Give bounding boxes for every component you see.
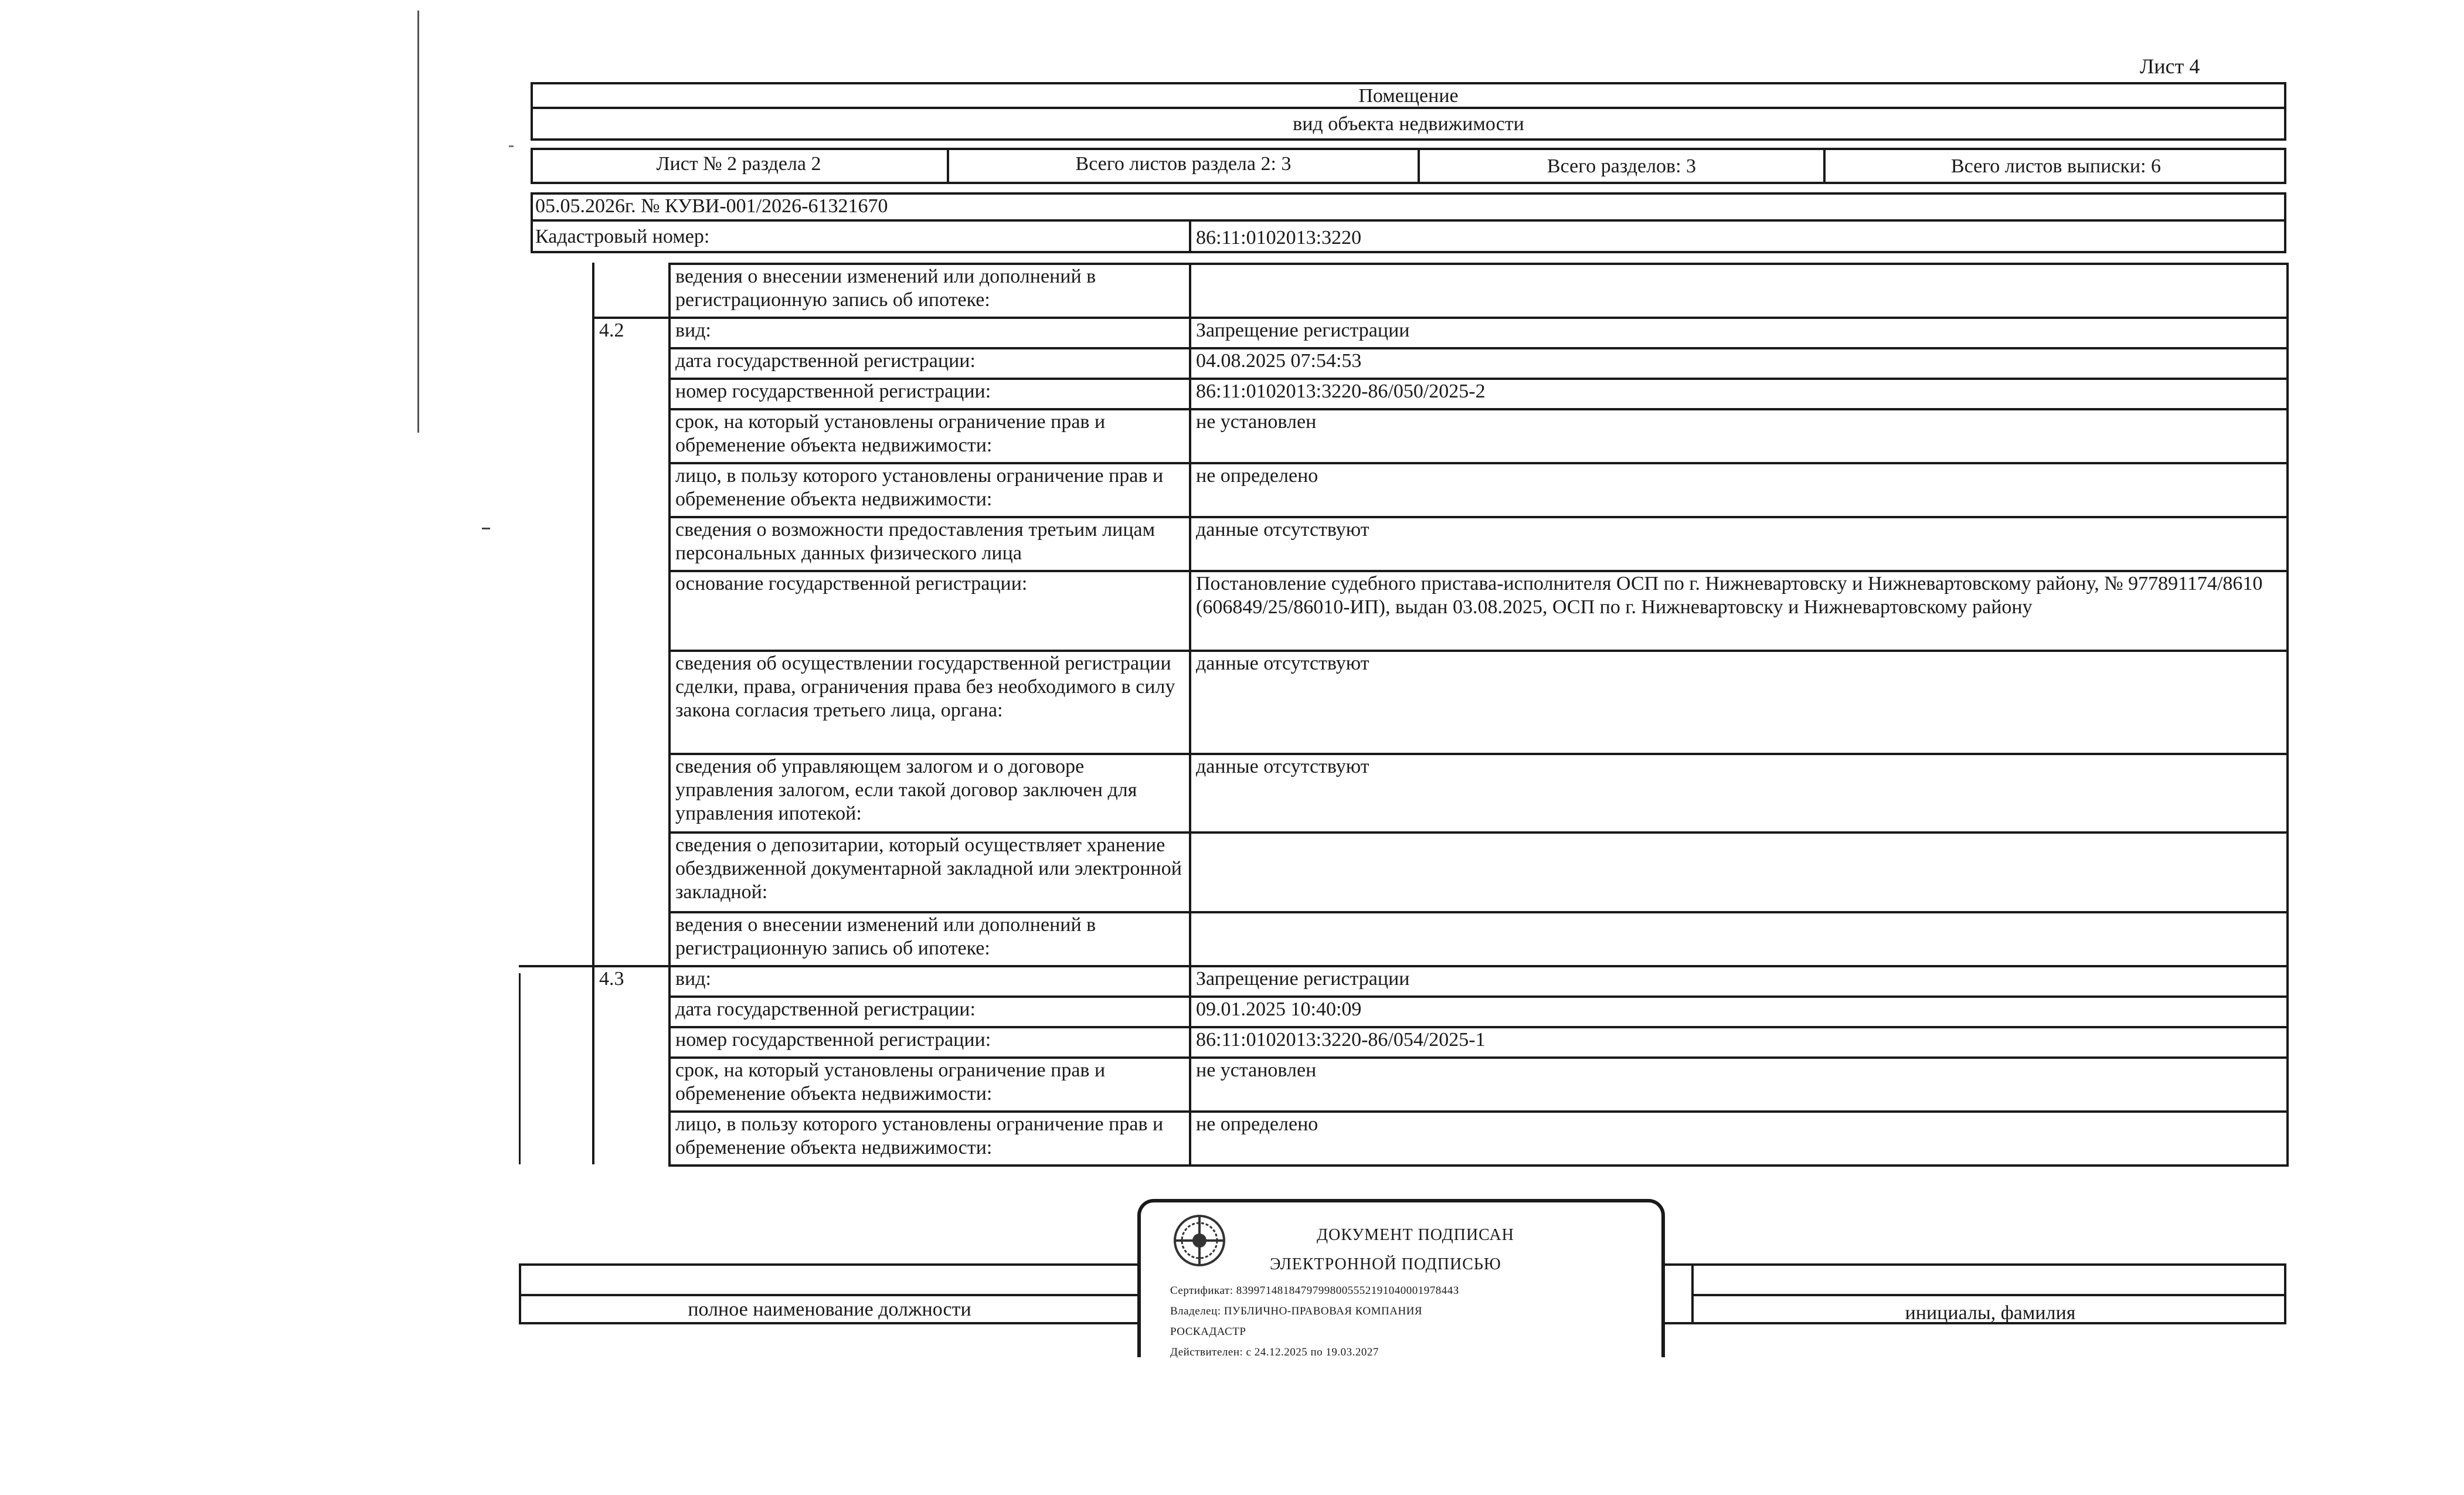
row-value <box>1191 912 2284 915</box>
stamp-owner2: РОСКАДАСТР <box>1170 1326 1246 1338</box>
row-label: вид: <box>675 320 711 341</box>
row-value: данные отсутствуют <box>1196 653 1369 674</box>
row-number: 4.2 <box>599 320 624 341</box>
object-title: Помещение <box>1358 85 1459 107</box>
row-label: номер государственной регистрации: <box>675 380 991 402</box>
row-label: срок, на который установлены ограничение прав и обременение объекта недвижимости: <box>675 1059 1106 1105</box>
row-number: 4.3 <box>599 968 624 990</box>
row-label: срок, на который установлены ограничение прав и обременение объекта недвижимости: <box>675 411 1106 456</box>
row-label: основание государственной регистрации: <box>675 573 1028 594</box>
row-label: сведения об управляющем залогом и о договоре управления залогом, если такой договор заключен для управления ипотекой: <box>675 756 1137 824</box>
stamp-line2: ЭЛЕКТРОННОЙ ПОДПИСЬЮ <box>1270 1255 1501 1273</box>
stamp-validity: Действителен: с 24.12.2025 по 19.03.2027 <box>1170 1346 1379 1358</box>
stamp-owner: Владелец: ПУБЛИЧНО-ПРАВОВАЯ КОМПАНИЯ <box>1170 1305 1423 1317</box>
row-value: 86:11:0102013:3220-86/054/2025-1 <box>1196 1029 1486 1051</box>
row-value: не определено <box>1196 465 1318 487</box>
row-value: Запрещение регистрации <box>1196 320 1410 341</box>
total-section-sheets: Всего листов раздела 2: 3 <box>1075 153 1292 175</box>
row-label: сведения о депозитарии, который осуществляет хранение обездвиженной документарной закладной или электронной закладной: <box>675 834 1182 903</box>
object-caption: вид объекта недвижимости <box>1293 113 1524 135</box>
row-label: сведения о возможности предоставления третьим лицам персональных данных физического лица <box>675 519 1155 564</box>
binding-line <box>417 11 419 433</box>
row-label: вид: <box>675 968 711 990</box>
row-value: данные отсутствуют <box>1196 519 1369 541</box>
row-value: не установлен <box>1196 411 1317 433</box>
emblem-icon <box>1170 1211 1229 1270</box>
signature-stamp <box>1137 1199 1665 1357</box>
stamp-line1: ДОКУМЕНТ ПОДПИСАН <box>1317 1226 1514 1244</box>
stamp-certificate: Сертификат: 8399714818479799800555219104000197844З <box>1170 1285 1459 1297</box>
row-value: Постановление судебного пристава-исполнителя ОСП по г. Нижневартовску и Нижневартовскому району, № 977891174/8610 (606849/25/86010-ИП), выдан 03.08.2025, ОСП по г. Нижневартовску и Нижневартовскому району <box>1196 573 2263 618</box>
row-label: номер государственной регистрации: <box>675 1029 991 1051</box>
row-label: лицо, в пользу которого установлены ограничение прав и обременение объекта недвижимости: <box>675 1113 1164 1158</box>
sheet-label: Лист 4 <box>2140 55 2200 78</box>
sheet-of-section: Лист № 2 раздела 2 <box>656 153 821 175</box>
row-value: 09.01.2025 10:40:09 <box>1196 998 1362 1020</box>
row-value <box>1191 264 2284 266</box>
row-label: ведения о внесении изменений или дополнений в регистрационную запись об ипотеке: <box>675 914 1096 959</box>
doc-ref: 05.05.2026г. № КУВИ-001/2026-61321670 <box>535 195 888 217</box>
scan-mark <box>509 145 514 147</box>
scan-mark <box>482 528 490 529</box>
row-label: сведения об осуществлении государственной регистрации сделки, права, ограничения права без необходимого в силу закона согласия третьего лица, органа: <box>675 653 1175 721</box>
row-value: не определено <box>1196 1113 1318 1135</box>
position-caption: полное наименование должности <box>688 1299 971 1320</box>
name-caption: инициалы, фамилия <box>1905 1302 2076 1324</box>
cadastral-value: 86:11:0102013:3220 <box>1196 227 1362 249</box>
total-sections: Всего разделов: 3 <box>1547 155 1697 177</box>
row-value: не установлен <box>1196 1059 1317 1081</box>
row-value: Запрещение регистрации <box>1196 968 1410 990</box>
row-label: дата государственной регистрации: <box>675 350 976 372</box>
row-value: данные отсутствуют <box>1196 756 1369 777</box>
row-value <box>1191 833 2284 835</box>
row-value: 04.08.2025 07:54:53 <box>1196 350 1362 372</box>
row-label: ведения о внесении изменений или дополнений в регистрационную запись об ипотеке: <box>675 266 1096 311</box>
row-label: лицо, в пользу которого установлены ограничение прав и обременение объекта недвижимости: <box>675 465 1164 510</box>
cadastral-label: Кадастровый номер: <box>535 226 710 247</box>
total-extract-sheets: Всего листов выписки: 6 <box>1950 155 2161 177</box>
row-label: дата государственной регистрации: <box>675 998 976 1020</box>
row-value: 86:11:0102013:3220-86/050/2025-2 <box>1196 380 1486 402</box>
